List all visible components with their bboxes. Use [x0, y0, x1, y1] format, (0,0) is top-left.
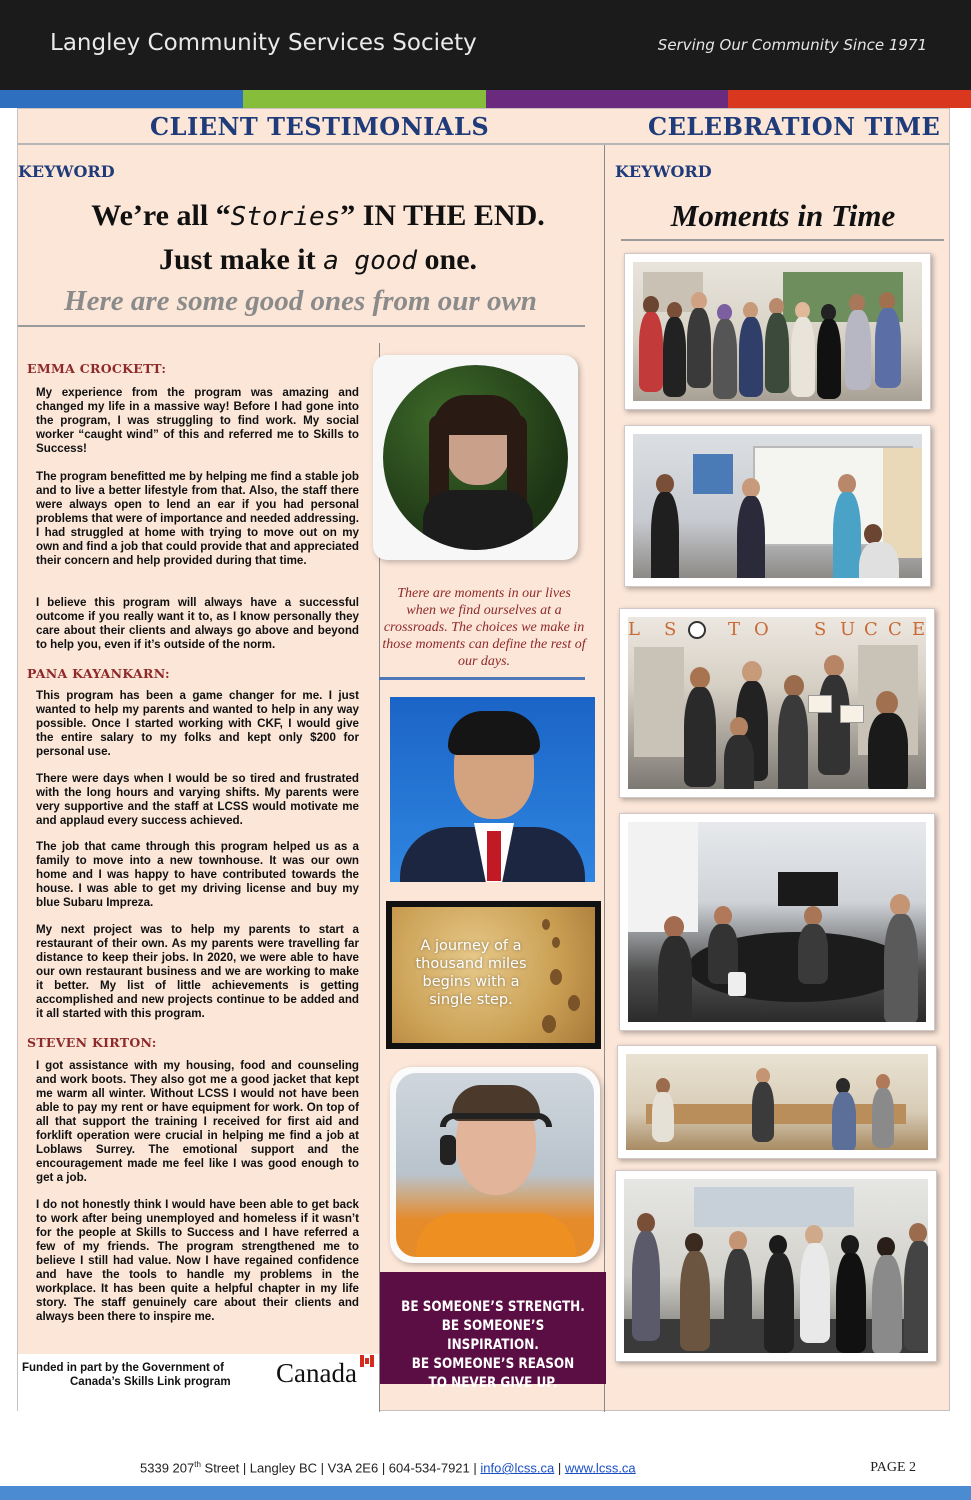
banner-letter: L: [628, 619, 640, 640]
headline-rule: [18, 325, 585, 327]
right-keyword: KEYWORD: [615, 162, 712, 181]
banner-letter: T: [728, 619, 741, 640]
banner-letter: S: [664, 619, 677, 640]
inspiration-poster: [380, 1272, 606, 1391]
celebration-time-title: CELEBRATION TIME: [648, 112, 941, 141]
client-testimonials-title: CLIENT TESTIMONIALS: [150, 112, 490, 141]
tagline: Serving Our Community Since 1971: [657, 36, 927, 54]
testimonial-paragraph: My experience from the program was amazing and changed my life in a massive way! Before I had gone into the program, I was struggling to find work. My social worker “caught wind” of this and referred me to Skills to Success!: [36, 386, 359, 455]
newsletter-panel: [17, 108, 950, 1411]
testimonial-paragraph: There were days when I would be so tired and frustrated with the long hours and varying shifts. My parents were very supportive and the staff at LCSS would motivate me and applaud every success achieved.: [36, 772, 359, 827]
funding-line-2: Canada’s Skills Link program: [70, 1376, 231, 1388]
funding-line-1: Funded in part by the Government of: [22, 1362, 224, 1374]
sand-background: [392, 907, 595, 1043]
stripe-green: [243, 90, 486, 108]
journey-image: [386, 901, 601, 1049]
footer-address: 5339 207th Street | Langley BC | V3A 2E6 | 604-534-7921 | info@lcss.ca | www.lcss.ca: [140, 1460, 636, 1476]
banner-letter: O: [754, 619, 769, 640]
banner-letter: C: [864, 619, 878, 640]
stripe-purple: [486, 90, 729, 108]
stripe-blue: [0, 90, 243, 108]
portrait-pana: [390, 697, 595, 882]
celebration-photo-6: [615, 1170, 937, 1362]
poster-line: BE SOMEONE’S REASON: [411, 1356, 575, 1372]
banner-letter: C: [888, 619, 902, 640]
color-stripe: [0, 90, 971, 108]
stripe-red: [728, 90, 971, 108]
canada-flag-icon: [360, 1355, 374, 1367]
portrait-steven-image: [396, 1073, 594, 1257]
org-name: Langley Community Services Society: [50, 30, 477, 56]
canada-wordmark: Canada: [276, 1358, 357, 1388]
portrait-emma: [373, 355, 578, 560]
poster-line: BE SOMEONE’S INSPIRATION.: [441, 1318, 545, 1353]
testimonial-paragraph: The job that came through this program helped us as a family to move into a new townhouse. It was our own home and I was happy to have contributed towards the house. I was able to get my driving license and buy my blue Subaru Impreza.: [36, 840, 359, 909]
testimonial-name: EMMA CROCKETT:: [27, 361, 167, 376]
testimonial-name: STEVEN KIRTON:: [27, 1035, 157, 1050]
email-link[interactable]: info@lcss.ca: [480, 1460, 555, 1476]
celebration-photo-4: [619, 813, 935, 1031]
poster-text: [396, 1298, 590, 1393]
testimonial-paragraph: My next project was to help my parents to start a restaurant of their own. As my parents were travelling far distance to keep their jobs. In 2020, we were able to have our own restaurant business and we are working to make it better. My list of little achievements is getting accomplished and new projects continue to be added and it all started with this program.: [36, 923, 359, 1020]
left-keyword: KEYWORD: [18, 162, 115, 181]
testimonial-paragraph: I believe this program will always have a successful outcome if you really want it to, as I know personally they care about their clients and always go above and beyond to help you, even if it’s outside of the norm.: [36, 596, 359, 651]
column-divider: [604, 145, 605, 1412]
headline-line-3: Here are some good ones from our own: [64, 285, 537, 317]
moments-title: Moments in Time: [670, 198, 896, 233]
testimonial-paragraph: The program benefitted me by helping me find a stable job and to live a better lifestyle from that. Also, the staff there were always open to lend an ear if you had personal problems that were of importance and needed addressing. I had struggled at home with trying to move out on my own and find a job that could provide that and appreciated their concern and help provided during that time.: [36, 470, 359, 567]
funding-note: [22, 1361, 252, 1389]
celebration-photo-2: [624, 425, 931, 587]
moments-rule: [621, 239, 944, 241]
celebration-photo-5: [617, 1045, 937, 1159]
footer: [0, 1456, 971, 1480]
portrait-steven: [390, 1067, 600, 1263]
poster-line: TO NEVER GIVE UP.: [428, 1375, 558, 1391]
celebration-photo-3: [619, 608, 935, 798]
portrait-emma-image: [383, 365, 568, 550]
journey-quote: A journey of a thousand miles begins with a single step.: [415, 938, 527, 1008]
poster-line: BE SOMEONE’S STRENGTH.: [401, 1299, 585, 1315]
testimonial-paragraph: I do not honestly think I would have been able to get back to work after being unemployed and homeless if it wasn’t for the people at Skills to Success and I have referred a few of my friends. The program strengthened me to believe I still had value. Now I have regained confidence and have the tools to handle my problems in the workplace. It has been quite a helpful chapter in my life story. The staff genuinely care about their clients and always been there to inspire me.: [36, 1198, 359, 1323]
celebration-photo-1: [624, 253, 931, 410]
header-bar: [0, 0, 971, 90]
footer-bar: [0, 1486, 971, 1500]
banner-letter: S: [814, 619, 827, 640]
panel-header: [18, 109, 949, 145]
page-number: PAGE 2: [870, 1460, 916, 1475]
quote-rule: [379, 677, 585, 680]
testimonial-paragraph: This program has been a game changer for me. I just wanted to help my parents and wanted to help in any way possible. Once I started working with CKF, I would give the entire salary to my folks and kept only $200 for personal use.: [36, 689, 359, 758]
website-link[interactable]: www.lcss.ca: [564, 1460, 636, 1476]
banner-letter: U: [840, 619, 856, 640]
testimonial-name: PANA KAYANKARN:: [27, 666, 170, 681]
banner-letter: E: [912, 619, 926, 640]
headline-line-2: Just make it a good one.: [158, 243, 478, 276]
testimonial-paragraph: I got assistance with my housing, food and counseling and work boots. They also got me a good jacket that kept me warm all winter. Without LCSS I would not have been able to pay my rent or have equipment for work. On top of all that support the training I received for first aid and forklift operation were crucial in helping me find a job at Loblaws Surrey. The emotional support and the encouragement made me feel like I was good enough to get a job.: [36, 1059, 359, 1184]
crossroads-quote: There are moments in our lives when we find ourselves at a crossroads. The choices we make in those moments can define the rest of our days.: [382, 586, 586, 669]
headline-line-1: We’re all “Stories” IN THE END.: [91, 199, 545, 232]
